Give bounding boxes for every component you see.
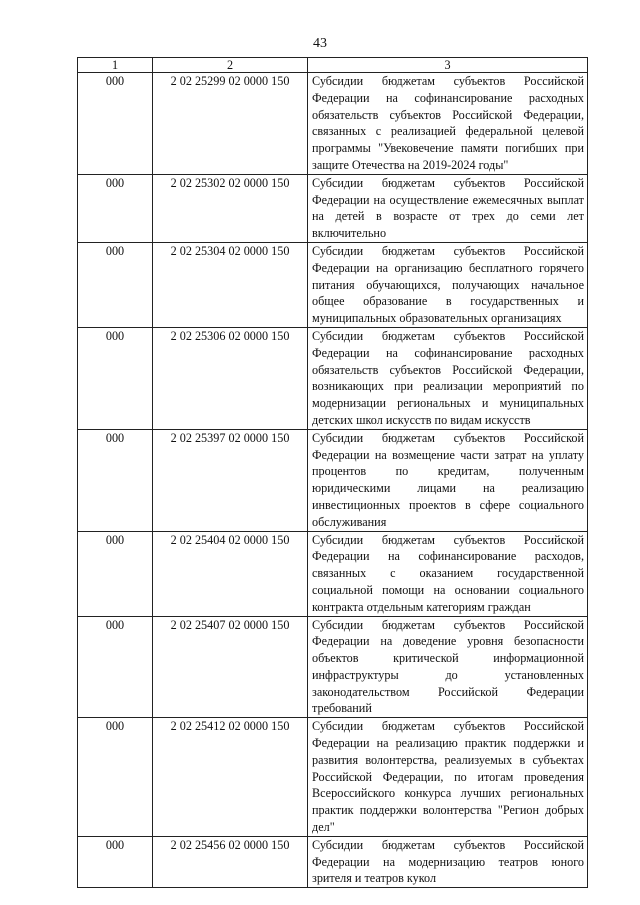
table-row <box>78 718 588 837</box>
description-cell: Субсидии бюджетам субъектов Российской Федерации на модернизацию театров юного зрителя и театров кукол <box>308 836 588 887</box>
description-cell: Субсидии бюджетам субъектов Российской Федерации на софинансирование расходных обязательств субъектов Российской Федерации, возникающих при реализации мероприятий по модернизации региональных и муниципальных детских школ искусств по видам искусств <box>308 327 588 429</box>
budget-code-cell: 2 02 25397 02 0000 150 <box>153 429 308 531</box>
admin-code-cell: 000 <box>78 327 153 429</box>
table-header-row <box>78 58 588 73</box>
admin-code-cell: 000 <box>78 174 153 242</box>
column-header-3: 3 <box>308 58 588 73</box>
description-cell: Субсидии бюджетам субъектов Российской Федерации на доведение уровня безопасности объектов критической информационной инфраструктуры до установленных законодательством Российской Федерации требований <box>308 616 588 718</box>
table-row <box>78 174 588 242</box>
table-row <box>78 616 588 718</box>
budget-code-cell: 2 02 25404 02 0000 150 <box>153 531 308 616</box>
budget-code-cell: 2 02 25412 02 0000 150 <box>153 718 308 837</box>
budget-code-cell: 2 02 25302 02 0000 150 <box>153 174 308 242</box>
column-header-2: 2 <box>153 58 308 73</box>
admin-code-cell: 000 <box>78 429 153 531</box>
description-cell: Субсидии бюджетам субъектов Российской Федерации на осуществление ежемесячных выплат на детей в возрасте от трех до семи лет включительно <box>308 174 588 242</box>
budget-code-cell: 2 02 25306 02 0000 150 <box>153 327 308 429</box>
column-header-1: 1 <box>78 58 153 73</box>
page-number: 43 <box>313 36 327 51</box>
table-row <box>78 73 588 175</box>
description-cell: Субсидии бюджетам субъектов Российской Федерации на организацию бесплатного горячего питания обучающихся, получающих начальное общее образование в государственных и муниципальных образовательных организациях <box>308 242 588 327</box>
budget-code-cell: 2 02 25299 02 0000 150 <box>153 73 308 175</box>
description-cell: Субсидии бюджетам субъектов Российской Федерации на реализацию практик поддержки и развития волонтерства, реализуемых в субъектах Российской Федерации, по итогам проведения Всероссийского конкурса лучших региональных практик поддержки волонтерства "Регион добрых дел" <box>308 718 588 837</box>
table-row <box>78 327 588 429</box>
admin-code-cell: 000 <box>78 616 153 718</box>
description-cell: Субсидии бюджетам субъектов Российской Федерации на возмещение части затрат на уплату процентов по кредитам, полученным юридическими лицами на реализацию инвестиционных проектов в сфере социального обслуживания <box>308 429 588 531</box>
admin-code-cell: 000 <box>78 73 153 175</box>
table-row <box>78 836 588 887</box>
budget-code-cell: 2 02 25304 02 0000 150 <box>153 242 308 327</box>
budget-code-cell: 2 02 25456 02 0000 150 <box>153 836 308 887</box>
table-row <box>78 242 588 327</box>
description-cell: Субсидии бюджетам субъектов Российской Федерации на софинансирование расходов, связанных с оказанием государственной социальной помощи на основании социального контракта отдельным категориям граждан <box>308 531 588 616</box>
admin-code-cell: 000 <box>78 242 153 327</box>
admin-code-cell: 000 <box>78 836 153 887</box>
admin-code-cell: 000 <box>78 718 153 837</box>
table-row <box>78 531 588 616</box>
description-cell: Субсидии бюджетам субъектов Российской Федерации на софинансирование расходных обязательств субъектов Российской Федерации, связанных с реализацией федеральной целевой программы "Увековечение памяти погибших при защите Отечества на 2019-2024 годы" <box>308 73 588 175</box>
admin-code-cell: 000 <box>78 531 153 616</box>
table-row <box>78 429 588 531</box>
budget-classification-table <box>77 57 588 888</box>
budget-code-cell: 2 02 25407 02 0000 150 <box>153 616 308 718</box>
